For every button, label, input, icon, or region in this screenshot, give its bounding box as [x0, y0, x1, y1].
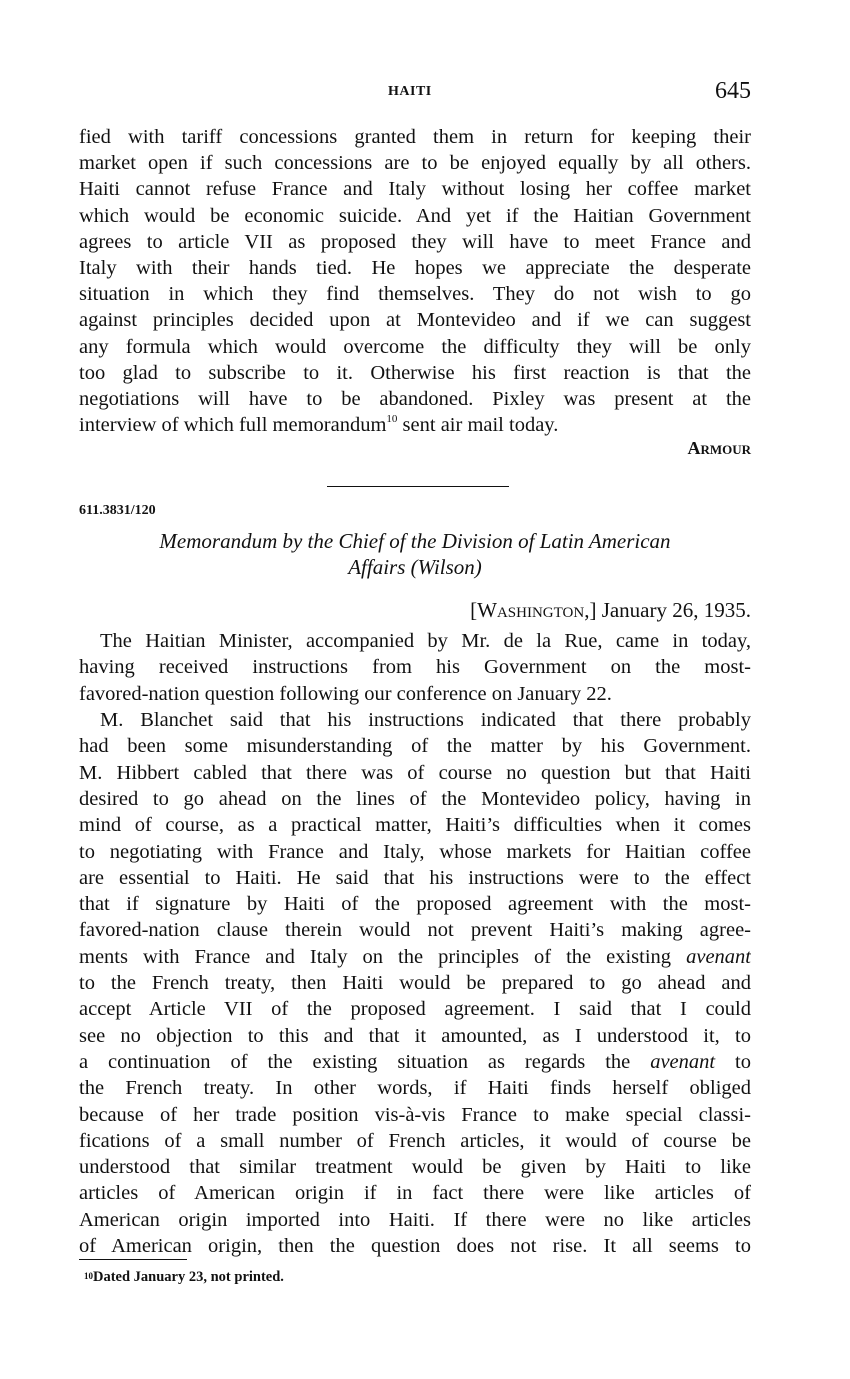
text-line: which would be economic suicide. And yet if the Haitian Government — [79, 204, 751, 227]
document-title-line: Affairs (Wilson) — [348, 555, 482, 579]
text-line: that if signature by Haiti of the proposed agreement with the most- — [79, 893, 751, 916]
text-line: see no objection to this and that it amounted, as I understood it, to — [79, 1024, 751, 1047]
text-line: to negotiating with France and Italy, whose markets for Haitian coffee — [79, 840, 751, 863]
text-line: had been some misunderstanding of the matter by his Government. — [79, 735, 751, 758]
text-line — [79, 1049, 751, 1075]
text-span: sent air mail today. — [397, 414, 559, 436]
text-line: to the French treaty, then Haiti would be prepared to go ahead and — [79, 972, 751, 994]
dateline — [470, 598, 751, 623]
footnote-rule — [79, 1259, 187, 1260]
text-line: fications of a small number of French articles, it would of course be — [79, 1129, 751, 1152]
page-number: 645 — [715, 78, 751, 104]
text-line: American origin imported into Haiti. If there were no like articles — [79, 1208, 751, 1231]
dateline-place: [Washington,] — [470, 598, 597, 622]
text-line: too glad to subscribe to it. Otherwise his first reaction is that the — [79, 361, 751, 384]
text-line: desired to go ahead on the lines of the Montevideo policy, having in — [79, 787, 751, 810]
footnote-number: 10 — [84, 1271, 93, 1281]
footnote-ref: 10 — [386, 413, 398, 425]
text-line: of American origin, then the question does not rise. It all seems to — [79, 1235, 751, 1257]
text-line: M. Hibbert cabled that there was of course no question but that Haiti — [79, 761, 751, 784]
footnote — [84, 1269, 284, 1286]
text-line: accept Article VII of the proposed agreement. I said that I could — [79, 998, 751, 1021]
text-span: avenant — [686, 945, 751, 968]
text-line: understood that similar treatment would be given by Haiti to like — [79, 1156, 751, 1179]
footnote-text: Dated January 23, not printed. — [93, 1269, 284, 1285]
text-line: Italy with their hands tied. He hopes we appreciate the desperate — [79, 257, 751, 279]
text-span: ments with France and Italy on the principles of the existing — [79, 945, 687, 968]
text-line: market open if such concessions are to be enjoyed equally by all others. — [79, 152, 751, 175]
text-line — [79, 412, 751, 438]
text-line: because of her trade position vis-à-vis France to make special classi- — [79, 1103, 751, 1126]
running-title: HAITI — [388, 84, 432, 99]
text-line: are essential to Haiti. He said that his instructions were to the effect — [79, 866, 751, 889]
section-divider — [327, 486, 509, 487]
text-span: to — [715, 1050, 751, 1073]
text-span: avenant — [650, 1050, 716, 1073]
text-line: the French treaty. In other words, if Haiti finds herself obliged — [79, 1077, 751, 1100]
text-line: mind of course, as a practical matter, Haiti’s difficulties when it comes — [79, 814, 751, 837]
text-line — [79, 944, 751, 970]
dateline-date: January 26, 1935. — [601, 598, 751, 622]
document-title-line: Memorandum by the Chief of the Division of Latin American — [159, 529, 671, 553]
text-line: fied with tariff concessions granted them in return for keeping their — [79, 126, 751, 148]
text-line: having received instructions from his Government on the most- — [79, 656, 751, 679]
text-line: negotiations will have to be abandoned. Pixley was present at the — [79, 388, 751, 410]
text-line: Haiti cannot refuse France and Italy without losing her coffee market — [79, 178, 751, 201]
text-line: favored-nation clause therein would not prevent Haiti’s making agree- — [79, 919, 751, 942]
text-line: articles of American origin if in fact there were like articles of — [79, 1182, 751, 1205]
file-number: 611.3831/120 — [79, 503, 156, 518]
text-line: against principles decided upon at Montevideo and if we can suggest — [79, 309, 751, 332]
text-line: M. Blanchet said that his instructions indicated that there probably — [100, 709, 751, 731]
text-line: The Haitian Minister, accompanied by Mr. de la Rue, came in today, — [100, 630, 751, 652]
document-title — [79, 528, 751, 580]
text-span: interview of which full memorandum — [79, 414, 387, 436]
text-line: agrees to article VII as proposed they will have to meet France and — [79, 230, 751, 253]
text-line: favored-nation question following our conference on January 22. — [79, 682, 612, 705]
text-line: situation in which they find themselves. They do not wish to go — [79, 283, 751, 306]
signature: Armour — [687, 438, 751, 458]
text-span: a continuation of the existing situation as regards the — [79, 1050, 651, 1073]
text-line: any formula which would overcome the difficulty they will be only — [79, 335, 751, 358]
